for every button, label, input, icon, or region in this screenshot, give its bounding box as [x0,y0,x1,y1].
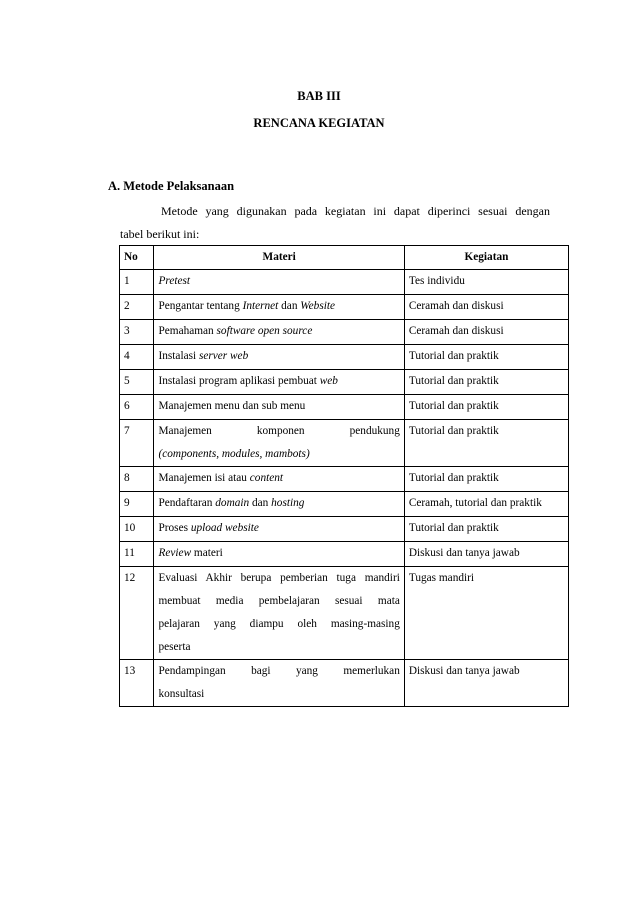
materi-text: Review [158,547,192,559]
materi-text: Pendaftaran [158,497,216,509]
materi-line [158,683,399,706]
row-materi [154,492,404,517]
row-number: 7 [120,420,154,467]
row-materi [154,467,404,492]
table-row [120,345,569,370]
table-row [120,467,569,492]
row-materi [154,320,404,345]
materi-text: Pretest [158,275,191,287]
row-materi [154,567,404,660]
row-number: 9 [120,492,154,517]
materi-text: Pendampingan bagi yang memerlukan [158,665,400,677]
chapter-title: RENCANA KEGIATAN [253,116,385,130]
row-materi [154,295,404,320]
materi-line [158,443,399,466]
intro-line-1: Metode yang digunakan pada kegiatan ini dapat diperinci sesuai dengan [161,204,550,218]
materi-text: (components, modules, mambots) [158,448,310,460]
materi-text: web [319,375,338,387]
row-number: 1 [120,270,154,295]
table-row [120,660,569,707]
row-materi [154,420,404,467]
row-number: 6 [120,395,154,420]
row-kegiatan: Diskusi dan tanya jawab [404,542,568,567]
intro-paragraph [120,200,550,246]
row-kegiatan: Ceramah, tutorial dan praktik [404,492,568,517]
header-no: No [120,246,154,270]
row-kegiatan: Tugas mandiri [404,567,568,660]
materi-text: Pemahaman [158,325,217,337]
materi-line [158,613,399,636]
table-row [120,270,569,295]
table-body [120,270,569,707]
row-materi [154,370,404,395]
table-row [120,492,569,517]
materi-text: Manajemen komponen pendukung [158,425,400,437]
header-materi: Materi [154,246,404,270]
materi-line [158,590,399,613]
materi-text: membuat media pembelajaran sesuai mata [158,595,400,607]
row-kegiatan: Tutorial dan praktik [404,395,568,420]
materi-line [158,420,399,443]
materi-text: upload website [190,522,259,534]
materi-text: materi [191,547,223,559]
table-row [120,542,569,567]
row-number: 12 [120,567,154,660]
materi-text: Manajemen isi atau [158,472,250,484]
table-row [120,517,569,542]
row-number: 4 [120,345,154,370]
row-materi [154,542,404,567]
row-kegiatan: Ceramah dan diskusi [404,320,568,345]
row-materi [154,345,404,370]
materi-text: pelajaran yang diampu oleh masing-masing [158,618,400,630]
section-heading: A. Metode Pelaksanaan [108,179,235,193]
materi-text: Pengantar tentang [158,300,243,312]
row-number: 13 [120,660,154,707]
row-materi [154,517,404,542]
row-number: 3 [120,320,154,345]
table-row [120,370,569,395]
materi-text: Instalasi [158,350,199,362]
materi-text: content [249,472,284,484]
table-row [120,320,569,345]
materi-line [158,567,399,590]
materi-text: domain [215,497,250,509]
row-number: 11 [120,542,154,567]
table-row [120,395,569,420]
row-number: 10 [120,517,154,542]
materi-text: Proses [158,522,191,534]
row-materi [154,270,404,295]
row-number: 8 [120,467,154,492]
row-kegiatan: Diskusi dan tanya jawab [404,660,568,707]
materi-text: Manajemen menu dan sub menu [158,400,306,412]
row-materi [154,395,404,420]
table-row [120,295,569,320]
row-kegiatan: Tutorial dan praktik [404,370,568,395]
materi-text: Internet [242,300,279,312]
materi-text: dan [249,497,272,509]
row-kegiatan: Tutorial dan praktik [404,345,568,370]
materi-text: Evaluasi Akhir berupa pemberian tuga mandiri [158,572,400,584]
row-kegiatan: Tutorial dan praktik [404,467,568,492]
row-kegiatan: Tes individu [404,270,568,295]
materi-line [158,660,399,683]
materi-text: Website [300,300,336,312]
table-row [120,567,569,660]
row-number: 2 [120,295,154,320]
materi-text: dan [278,300,301,312]
row-kegiatan: Tutorial dan praktik [404,420,568,467]
row-materi [154,660,404,707]
row-number: 5 [120,370,154,395]
intro-line-2: tabel berikut ini: [120,227,200,241]
materi-text: software open source [216,325,313,337]
row-kegiatan: Tutorial dan praktik [404,517,568,542]
table-header-row [120,246,569,270]
materi-line [158,636,399,659]
materi-text: Instalasi program aplikasi pembuat [158,375,320,387]
row-kegiatan: Ceramah dan diskusi [404,295,568,320]
materi-text: hosting [271,497,305,509]
activity-table [119,245,569,707]
header-kegiatan: Kegiatan [404,246,568,270]
materi-text: konsultasi [158,688,205,700]
table-row [120,420,569,467]
materi-text: peserta [158,641,191,653]
chapter-label: BAB III [297,89,341,103]
materi-text: server web [198,350,249,362]
